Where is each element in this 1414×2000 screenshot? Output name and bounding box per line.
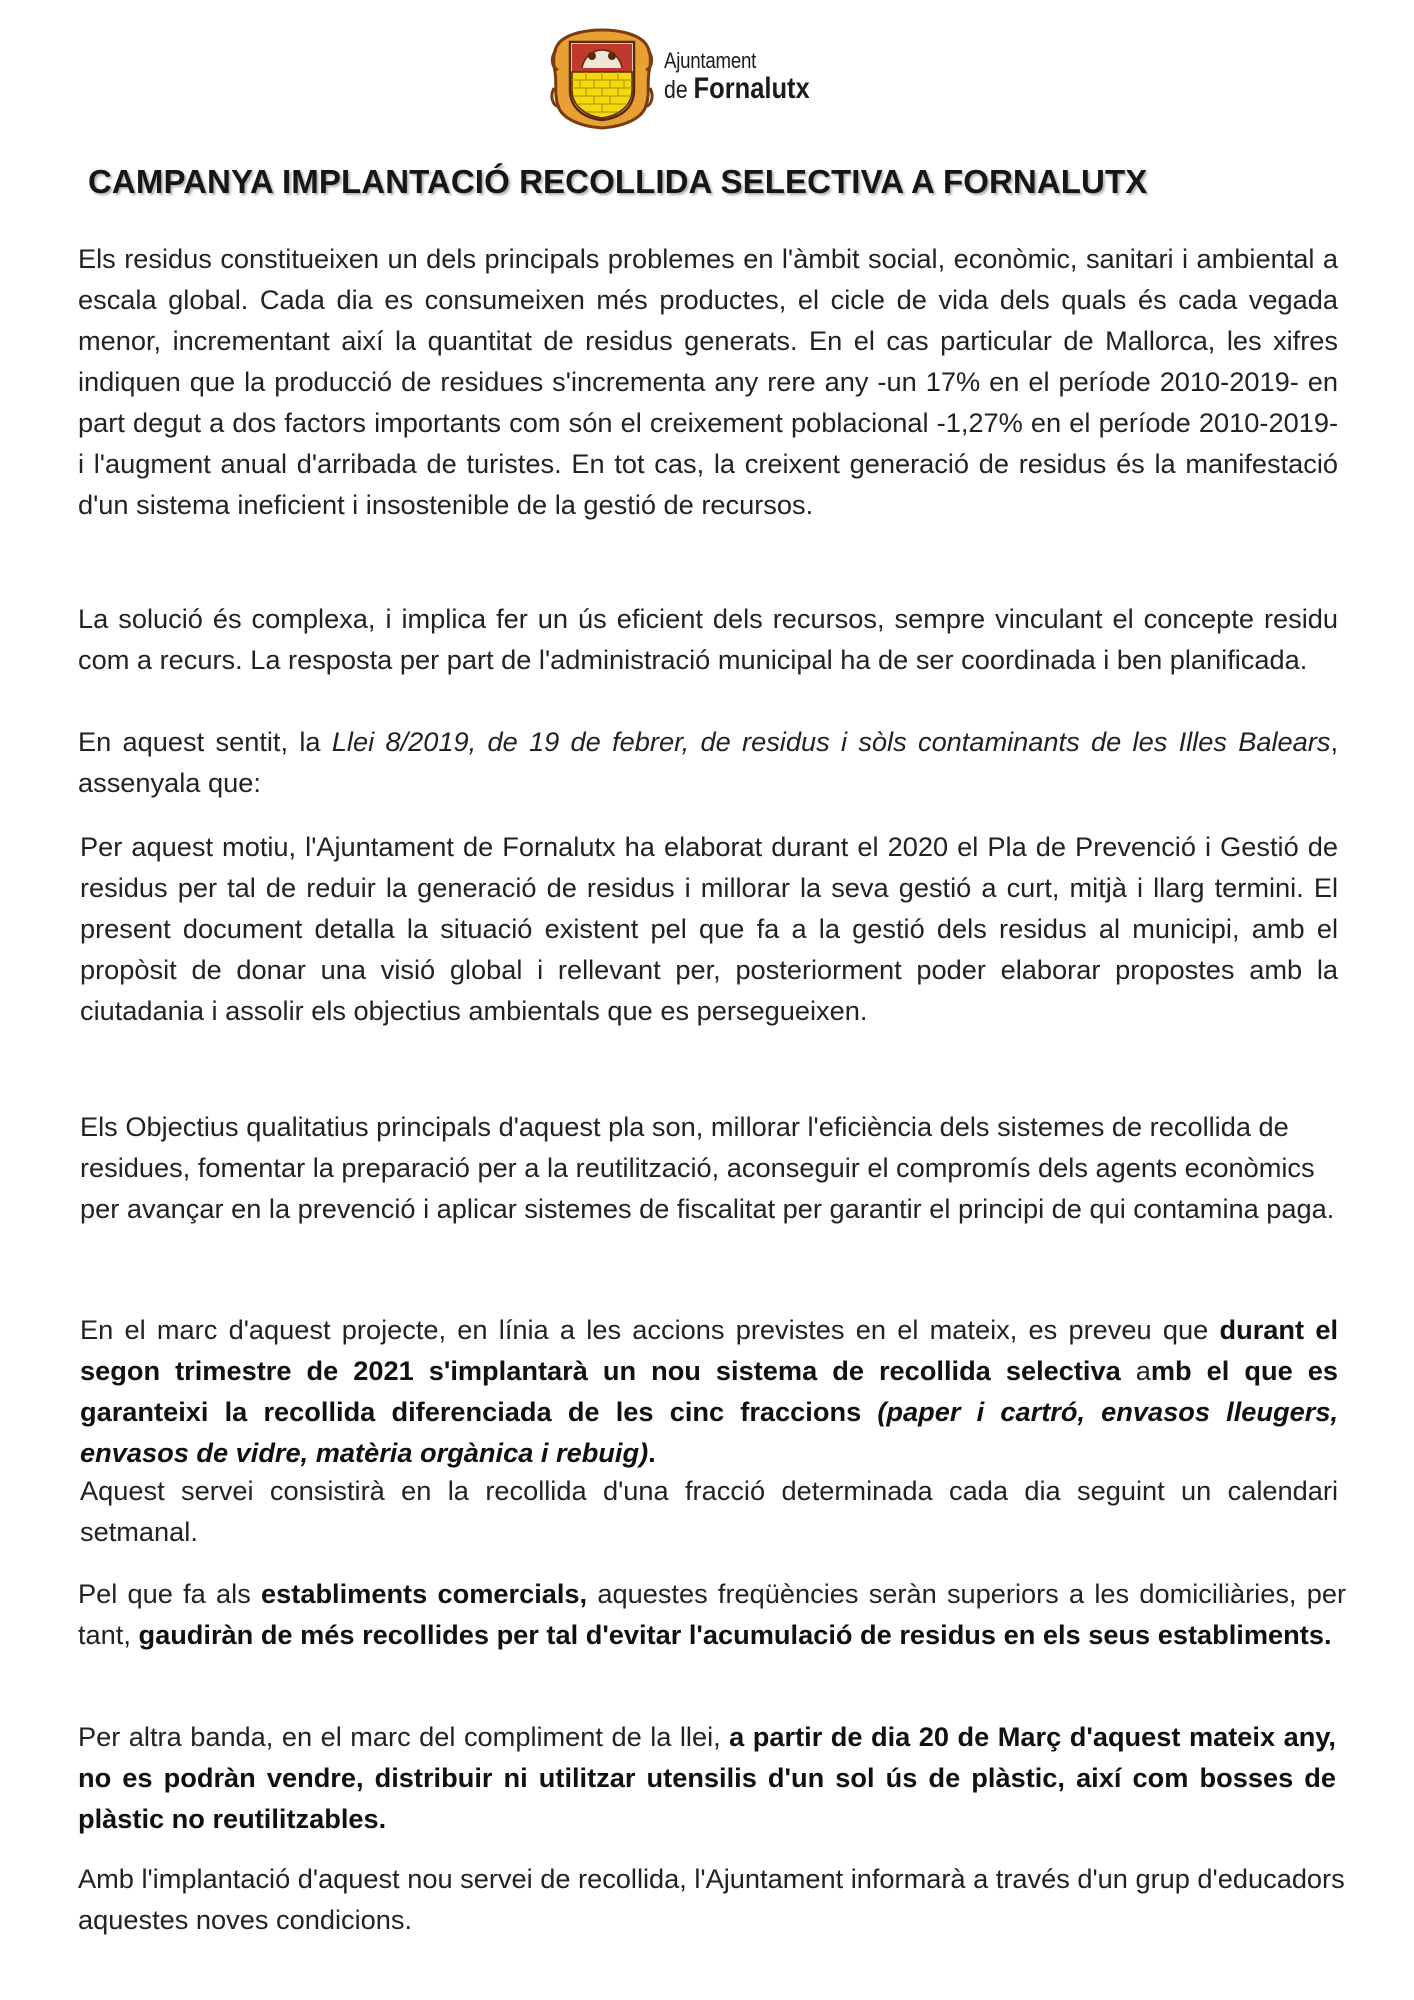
commercial-intro: Pel que fa als	[78, 1578, 262, 1609]
law-citation: Llei 8/2019, de 19 de febrer, de residus i sòls contaminants de les Illes Balears	[331, 726, 1331, 757]
commercial-frequency: aquestes freqüències seràn superiors a les domiciliàries, per tant,	[78, 1578, 1346, 1650]
municipal-header	[550, 28, 870, 128]
brand-fornalutx: Fornalutx	[693, 72, 810, 105]
paragraph-intro: Els residus constitueixen un dels principals problemes en l'àmbit social, econòmic, sanitari i ambiental a escala global. Cada dia es consumeixen més productes, el cicle de vida dels quals és cada vegada menor, incrementant així la quantitat de residus generats. En el cas particular de Mallorca, les xifres indiquen que la producció de residues s'incrementa any rere any -un 17% en el període 2010-2019- en part degut a dos factors importants com són el creixement poblacional -1,27% en el període 2010-2019- i l'augment anual d'arribada de turistes. En tot cas, la creixent generació de residus és la manifestació d'un sistema ineficient i insostenible de la gestió de recursos.	[78, 243, 1338, 520]
paragraph-weekly-calendar: Aquest servei consistirà en la recollida d'una fracció determinada cada dia seguint un calendari setmanal.	[80, 1475, 1338, 1547]
page-title: CAMPANYA IMPLANTACIÓ RECOLLIDA SELECTIVA A FORNALUTX	[88, 163, 1148, 200]
fornalutx-crest-icon	[550, 28, 654, 130]
system-period: .	[648, 1437, 656, 1468]
system-joiner: a	[1120, 1355, 1151, 1386]
system-start-date: durant el segon trimestre de 2021 s'implantarà un nou sistema de recollida selectiva	[80, 1314, 1338, 1386]
paragraph-objectives: Els Objectius qualitatius principals d'aquest pla son, millorar l'eficiència dels sistemes de recollida de residues, fomentar la preparació per a la reutilització, aconseguir el compromís dels agents econòmics per avançar en la prevenció i aplicar sistemes de fiscalitat per garantir el principi de qui contamina paga.	[80, 1111, 1335, 1224]
brand-line-ajuntament: Ajuntament	[664, 48, 757, 73]
system-fractions-list: (paper i cartró, envasos lleugers, envasos de vidre, matèria orgànica i rebuig)	[80, 1396, 1339, 1468]
paragraph-law-reference	[78, 721, 1338, 803]
commercial-establishments: establiments comercials,	[261, 1578, 588, 1609]
paragraph-educators: Amb l'implantació d'aquest nou servei de recollida, l'Ajuntament informarà a través d'un grup d'educadors aquestes noves condicions.	[78, 1863, 1345, 1935]
paragraph-new-system	[80, 1309, 1338, 1473]
system-fractions-intro: mb el que es garanteixi la recollida diferenciada de les cinc fraccions	[80, 1355, 1338, 1427]
plastic-ban-details: a partir de dia 20 de Març d'aquest mateix any, no es podràn vendre, distribuir ni utilitzar utensilis d'un sol ús de plàstic, així com bosses de plàstic no reutilitzables.	[78, 1721, 1336, 1834]
paragraph-solution: La solució és complexa, i implica fer un ús eficient dels recursos, sempre vinculant el concepte residu com a recurs. La resposta per part de l'administració municipal ha de ser coordinada i ben planificada.	[78, 603, 1338, 675]
brand-de: de	[664, 76, 688, 104]
paragraph-prevention-plan: Per aquest motiu, l'Ajuntament de Fornalutx ha elaborat durant el 2020 el Pla de Prevenció i Gestió de residus per tal de reduir la generació de residus i millorar la seva gestió a curt, mitjà i llarg termini. El present document detalla la situació existent pel que fa a la gestió dels residus al municipi, amb el propòsit de donar una visió global i rellevant per, posteriorment poder elaborar propostes amb la ciutadania i assolir els objectius ambientals que es persegueixen.	[80, 831, 1338, 1026]
law-intro: En aquest sentit, la	[78, 726, 332, 757]
law-outro: , assenyala que:	[78, 726, 1338, 798]
system-intro: En el marc d'aquest projecte, en línia a les accions previstes en el mateix, es preveu que	[80, 1314, 1220, 1345]
brand-line-fornalutx	[664, 74, 810, 105]
paragraph-plastic-ban	[78, 1716, 1336, 1839]
paragraph-commercial	[78, 1573, 1346, 1655]
plastic-intro: Per altra banda, en el marc del compliment de la llei,	[78, 1721, 730, 1752]
municipality-name	[664, 48, 835, 105]
commercial-benefit: gaudiràn de més recollides per tal d'evitar l'acumulació de residus en els seus establiments.	[138, 1619, 1332, 1650]
